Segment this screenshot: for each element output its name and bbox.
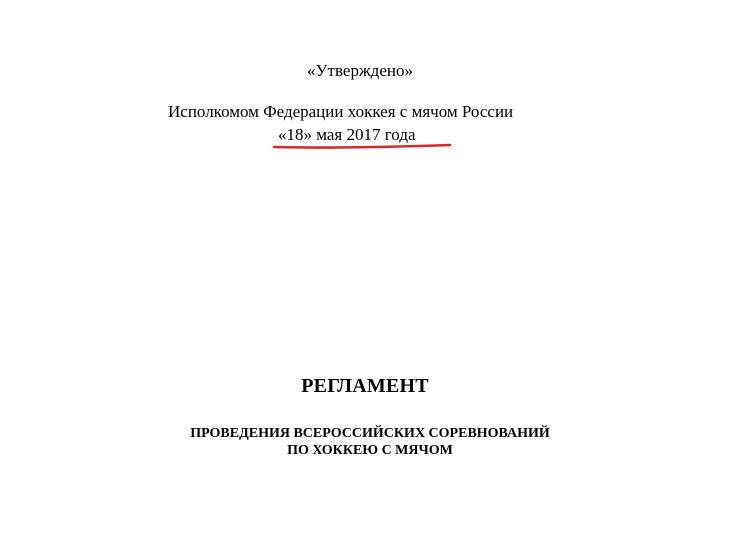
- approval-date: «18» мая 2017 года: [278, 125, 416, 144]
- date-highlight-underline: [272, 142, 452, 152]
- document-title: РЕГЛАМЕНТ: [301, 375, 429, 397]
- document-subtitle: [150, 425, 590, 459]
- approval-stamp-text: «Утверждено»: [307, 61, 413, 80]
- approving-body: Исполкомом Федерации хоккея с мячом России: [168, 102, 514, 121]
- subtitle-line-2: ПО ХОККЕЮ С МЯЧОМ: [287, 443, 453, 458]
- subtitle-line-1: ПРОВЕДЕНИЯ ВСЕРОССИЙСКИХ СОРЕВНОВАНИЙ: [190, 426, 550, 441]
